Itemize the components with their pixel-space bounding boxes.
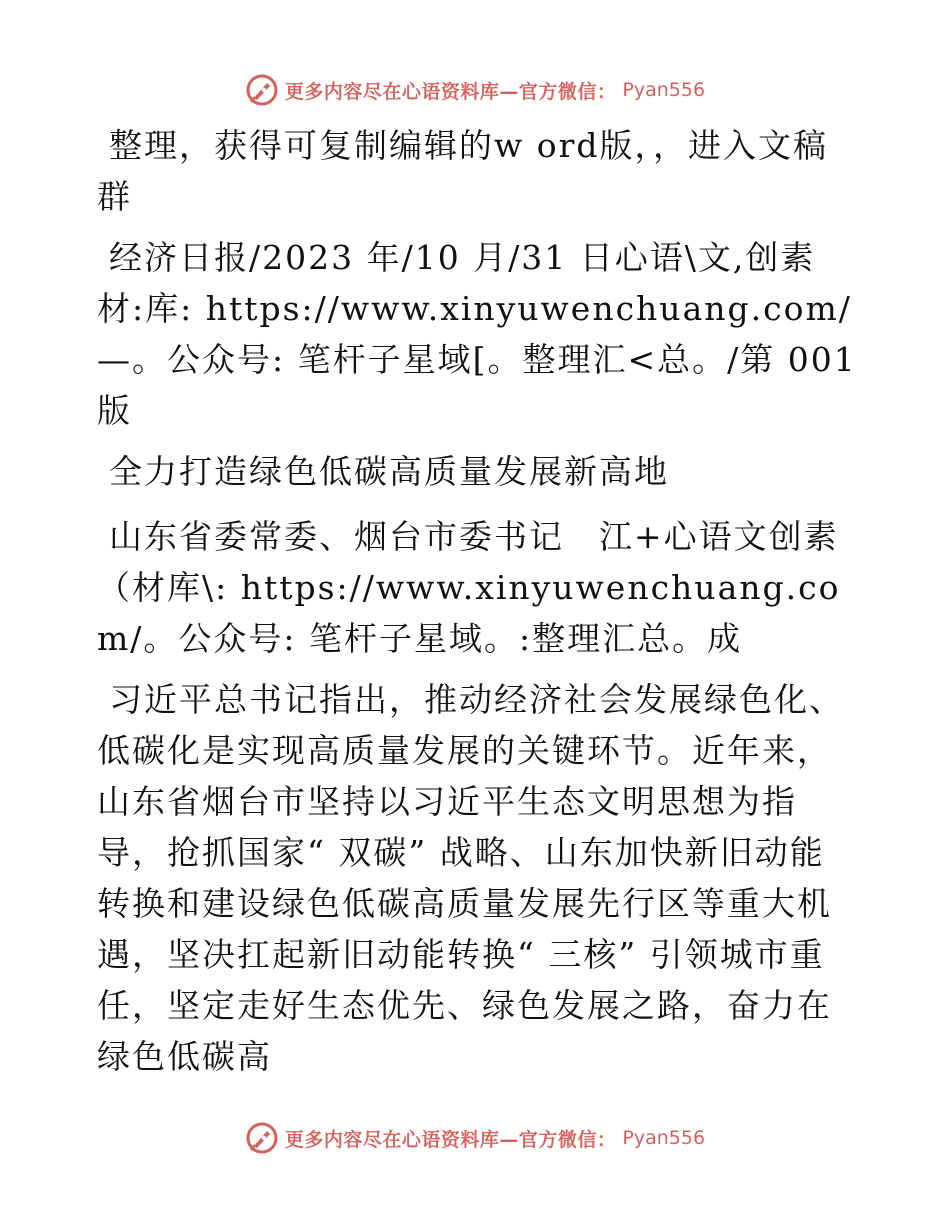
body-paragraph: 习近平总书记指出，推动经济社会发展绿色化、低碳化是实现高质量发展的关键环节。近年来，山东省烟台市坚持以习近平生态文明思想为指导，抢抓国家“ 双碳” 战略、山东加快新旧动能转换和建设绿色低碳高质量发展先行区等重大机遇，坚决扛起新旧动能转换“ 三核” 引领城市重任，坚定走好生态优先、绿色发展之路，奋力在绿色低碳高	[97, 680, 844, 1076]
body-paragraph: 经济日报/2023 年/10 月/31 日心语\文,创素材:库: https://www.xinyuwenchuang.com/—。公众号: 笔杆子星域[。整理汇<总。/第 001 版	[97, 238, 857, 430]
article-title: 全力打造绿色低碳高质量发展新高地	[109, 452, 669, 491]
pen-nib-logo-icon	[245, 1121, 279, 1155]
footer-banner	[245, 1121, 705, 1155]
header-banner	[245, 73, 705, 107]
document-body	[97, 120, 857, 1092]
header-banner-text: 更多内容尽在心语资料库—官方微信：	[284, 80, 617, 103]
body-paragraph: 整理，获得可复制编辑的w ord版，，进入文稿群	[97, 126, 829, 216]
pen-nib-logo-icon	[245, 73, 279, 107]
header-contact: Pyan556	[622, 79, 706, 101]
page-header	[0, 70, 950, 110]
footer-banner-text: 更多内容尽在心语资料库—官方微信：	[284, 1128, 617, 1151]
page-footer	[0, 1118, 950, 1158]
footer-contact: Pyan556	[622, 1127, 706, 1149]
author-line: 山东省委常委、烟台市委书记 江+心语文创素（材库\: https://www.xinyuwenchuang.com/。公众号: 笔杆子星域。:整理汇总。成	[97, 517, 841, 658]
